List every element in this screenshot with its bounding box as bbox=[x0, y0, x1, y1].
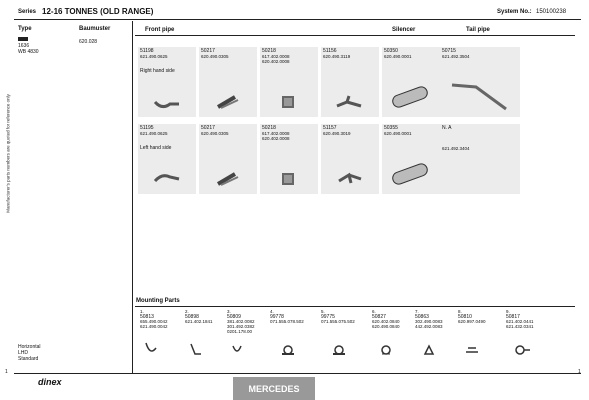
mounting-part-code: 50809 bbox=[227, 314, 241, 320]
flex-pipe-icon bbox=[274, 169, 304, 189]
dinex-logo bbox=[38, 377, 62, 387]
part-code: 51195 bbox=[140, 125, 154, 131]
baumuster-label: Baumuster bbox=[79, 26, 111, 32]
left-divider bbox=[132, 21, 133, 373]
part-card[interactable] bbox=[260, 124, 318, 194]
part-number: 617.402.0008 620.402.0008 bbox=[262, 131, 290, 141]
part-card[interactable] bbox=[199, 124, 257, 194]
mounting-part-number: 302.490.0083 442.492.0083 bbox=[415, 319, 443, 329]
system-label: System No.: bbox=[497, 9, 532, 15]
standard: Standard bbox=[18, 356, 39, 362]
part-number: 617.402.0008 620.402.0008 bbox=[262, 54, 290, 64]
truck-icon bbox=[18, 37, 28, 41]
gasket-icon bbox=[321, 340, 365, 358]
part-code: N. A bbox=[442, 125, 452, 131]
mounting-part-code: 50827 bbox=[372, 314, 386, 320]
part-card[interactable] bbox=[321, 47, 379, 117]
variant: WB 4830 bbox=[18, 49, 39, 55]
bent-pipe-icon bbox=[152, 92, 182, 112]
part-card[interactable] bbox=[321, 124, 379, 194]
mounting-part-code: 50898 bbox=[185, 314, 199, 320]
mounting-part[interactable] bbox=[140, 309, 184, 337]
part-number: 621.492.3404 bbox=[442, 146, 470, 151]
part-code: 50355 bbox=[384, 125, 398, 131]
manifold-pipe-icon bbox=[335, 92, 365, 112]
mounting-part-code: 50863 bbox=[415, 314, 429, 320]
mounting-part-number: 071.555.078.502 bbox=[270, 319, 304, 324]
make-text: MERCEDES bbox=[248, 383, 300, 394]
mounting-part[interactable] bbox=[415, 309, 459, 337]
mounting-part-number: 620.997.0490 bbox=[458, 319, 486, 324]
mounting-part-index: 6. bbox=[372, 309, 376, 314]
part-code: 50218 bbox=[262, 125, 276, 131]
silencer-heading: Silencer bbox=[392, 27, 416, 33]
mounting-part-code: 99778 bbox=[270, 314, 284, 320]
part-code: 51157 bbox=[323, 125, 337, 131]
part-code: 50350 bbox=[384, 48, 398, 54]
mounting-part-number: 071.555.075.502 bbox=[321, 319, 355, 324]
part-number: 621.490.0625 bbox=[140, 54, 168, 59]
front-pipe-heading: Front pipe bbox=[145, 27, 175, 33]
part-card[interactable] bbox=[382, 47, 440, 117]
page-left: 1 bbox=[5, 369, 8, 375]
mounting-parts-heading: Mounting Parts bbox=[136, 298, 180, 304]
clamp-pipe-icon bbox=[213, 92, 243, 112]
mounting-part-index: 5. bbox=[321, 309, 325, 314]
side-label: Right hand side bbox=[140, 68, 175, 74]
part-card[interactable] bbox=[138, 47, 196, 117]
mounting-part[interactable] bbox=[270, 309, 314, 337]
mounting-part-index: 3. bbox=[227, 309, 231, 314]
manifold-pipe-icon bbox=[335, 169, 365, 189]
silencer-icon bbox=[386, 82, 434, 112]
bracket-icon bbox=[185, 340, 229, 358]
part-code: 50218 bbox=[262, 48, 276, 54]
part-number: 621.492.3504 bbox=[442, 54, 470, 59]
mounting-part[interactable] bbox=[458, 309, 502, 337]
part-code: 51156 bbox=[323, 48, 337, 54]
mounting-part-number: 381.402.0082 301.492.0382 0201.178.00 bbox=[227, 319, 255, 334]
mounting-part-index: 9. bbox=[506, 309, 510, 314]
part-number: 620.490.0305 bbox=[201, 131, 229, 136]
part-card[interactable] bbox=[260, 47, 318, 117]
mounting-part-number: 620.402.0840 620.490.0840 bbox=[372, 319, 400, 329]
part-card[interactable] bbox=[440, 47, 520, 117]
part-number: 620.490.0001 bbox=[384, 131, 412, 136]
mounting-part-number: 621.402.0441 621.432.0341 bbox=[506, 319, 534, 329]
strap-icon bbox=[227, 340, 271, 358]
mounting-part-code: 50813 bbox=[140, 314, 154, 320]
part-code: 51198 bbox=[140, 48, 154, 54]
tail-pipe-icon bbox=[446, 77, 516, 113]
mounting-part-number: 655.490.0042 621.490.0042 bbox=[140, 319, 168, 329]
part-code: 50715 bbox=[442, 48, 456, 54]
system-number: 150100238 bbox=[536, 9, 567, 15]
silencer-icon bbox=[386, 159, 434, 189]
make-banner bbox=[233, 377, 315, 400]
part-card[interactable] bbox=[199, 47, 257, 117]
mounting-part-index: 8. bbox=[458, 309, 462, 314]
mounting-part-index: 4. bbox=[270, 309, 274, 314]
header-rule bbox=[14, 19, 581, 20]
clamp-icon bbox=[372, 340, 416, 358]
section-rule bbox=[135, 35, 575, 36]
mounting-part[interactable] bbox=[227, 309, 271, 337]
mounting-part-index: 1. bbox=[140, 309, 144, 314]
side-disclaimer: Manufacturer's parts numbers are quoted for reference only bbox=[5, 94, 11, 213]
part-number: 620.490.0001 bbox=[384, 54, 412, 59]
page-right: 1 bbox=[578, 369, 581, 375]
orientation: Horizontal bbox=[18, 344, 41, 350]
mounting-part[interactable] bbox=[506, 309, 550, 337]
part-code: 50217 bbox=[201, 48, 215, 54]
clamp-pipe-icon bbox=[213, 169, 243, 189]
part-number: 620.490.0305 bbox=[201, 54, 229, 59]
part-card[interactable] bbox=[382, 124, 440, 194]
mounting-part-index: 2. bbox=[185, 309, 189, 314]
ring-icon bbox=[415, 340, 459, 358]
bent-pipe-icon bbox=[152, 169, 182, 189]
mounting-part[interactable] bbox=[372, 309, 416, 337]
mounting-part-code: 50810 bbox=[458, 314, 472, 320]
u-bolt-icon bbox=[140, 340, 184, 358]
flex-pipe-icon bbox=[274, 92, 304, 112]
series-label: Series bbox=[18, 9, 37, 15]
side-label: Left hand side bbox=[140, 145, 172, 151]
hanger-icon bbox=[506, 340, 550, 358]
brand-text: dinex bbox=[38, 377, 62, 387]
baumuster-value: 620.028 bbox=[79, 39, 98, 45]
model: 1636 bbox=[18, 43, 30, 49]
part-card[interactable] bbox=[138, 124, 196, 194]
drive: LHD bbox=[18, 350, 29, 356]
part-number: 621.490.0625 bbox=[140, 131, 168, 136]
mounting-part[interactable] bbox=[185, 309, 229, 337]
footer-rule bbox=[14, 373, 581, 374]
series-title: 12-16 TONNES (OLD RANGE) bbox=[42, 7, 154, 16]
mounting-part-code: 99775 bbox=[321, 314, 335, 320]
part-number: 620.490.3019 bbox=[323, 131, 351, 136]
part-card[interactable] bbox=[440, 124, 520, 194]
mounting-part-index: 7. bbox=[415, 309, 419, 314]
part-code: 50217 bbox=[201, 125, 215, 131]
clip-icon bbox=[458, 340, 502, 358]
mounting-rule bbox=[135, 306, 575, 307]
part-number: 620.490.3119 bbox=[323, 54, 351, 59]
gasket-icon bbox=[270, 340, 314, 358]
mounting-part[interactable] bbox=[321, 309, 365, 337]
tail-pipe-heading: Tail pipe bbox=[466, 27, 490, 33]
mounting-part-number: 621.402.1841 bbox=[185, 319, 213, 324]
mounting-part-code: 50817 bbox=[506, 314, 520, 320]
type-label: Type bbox=[18, 26, 32, 32]
